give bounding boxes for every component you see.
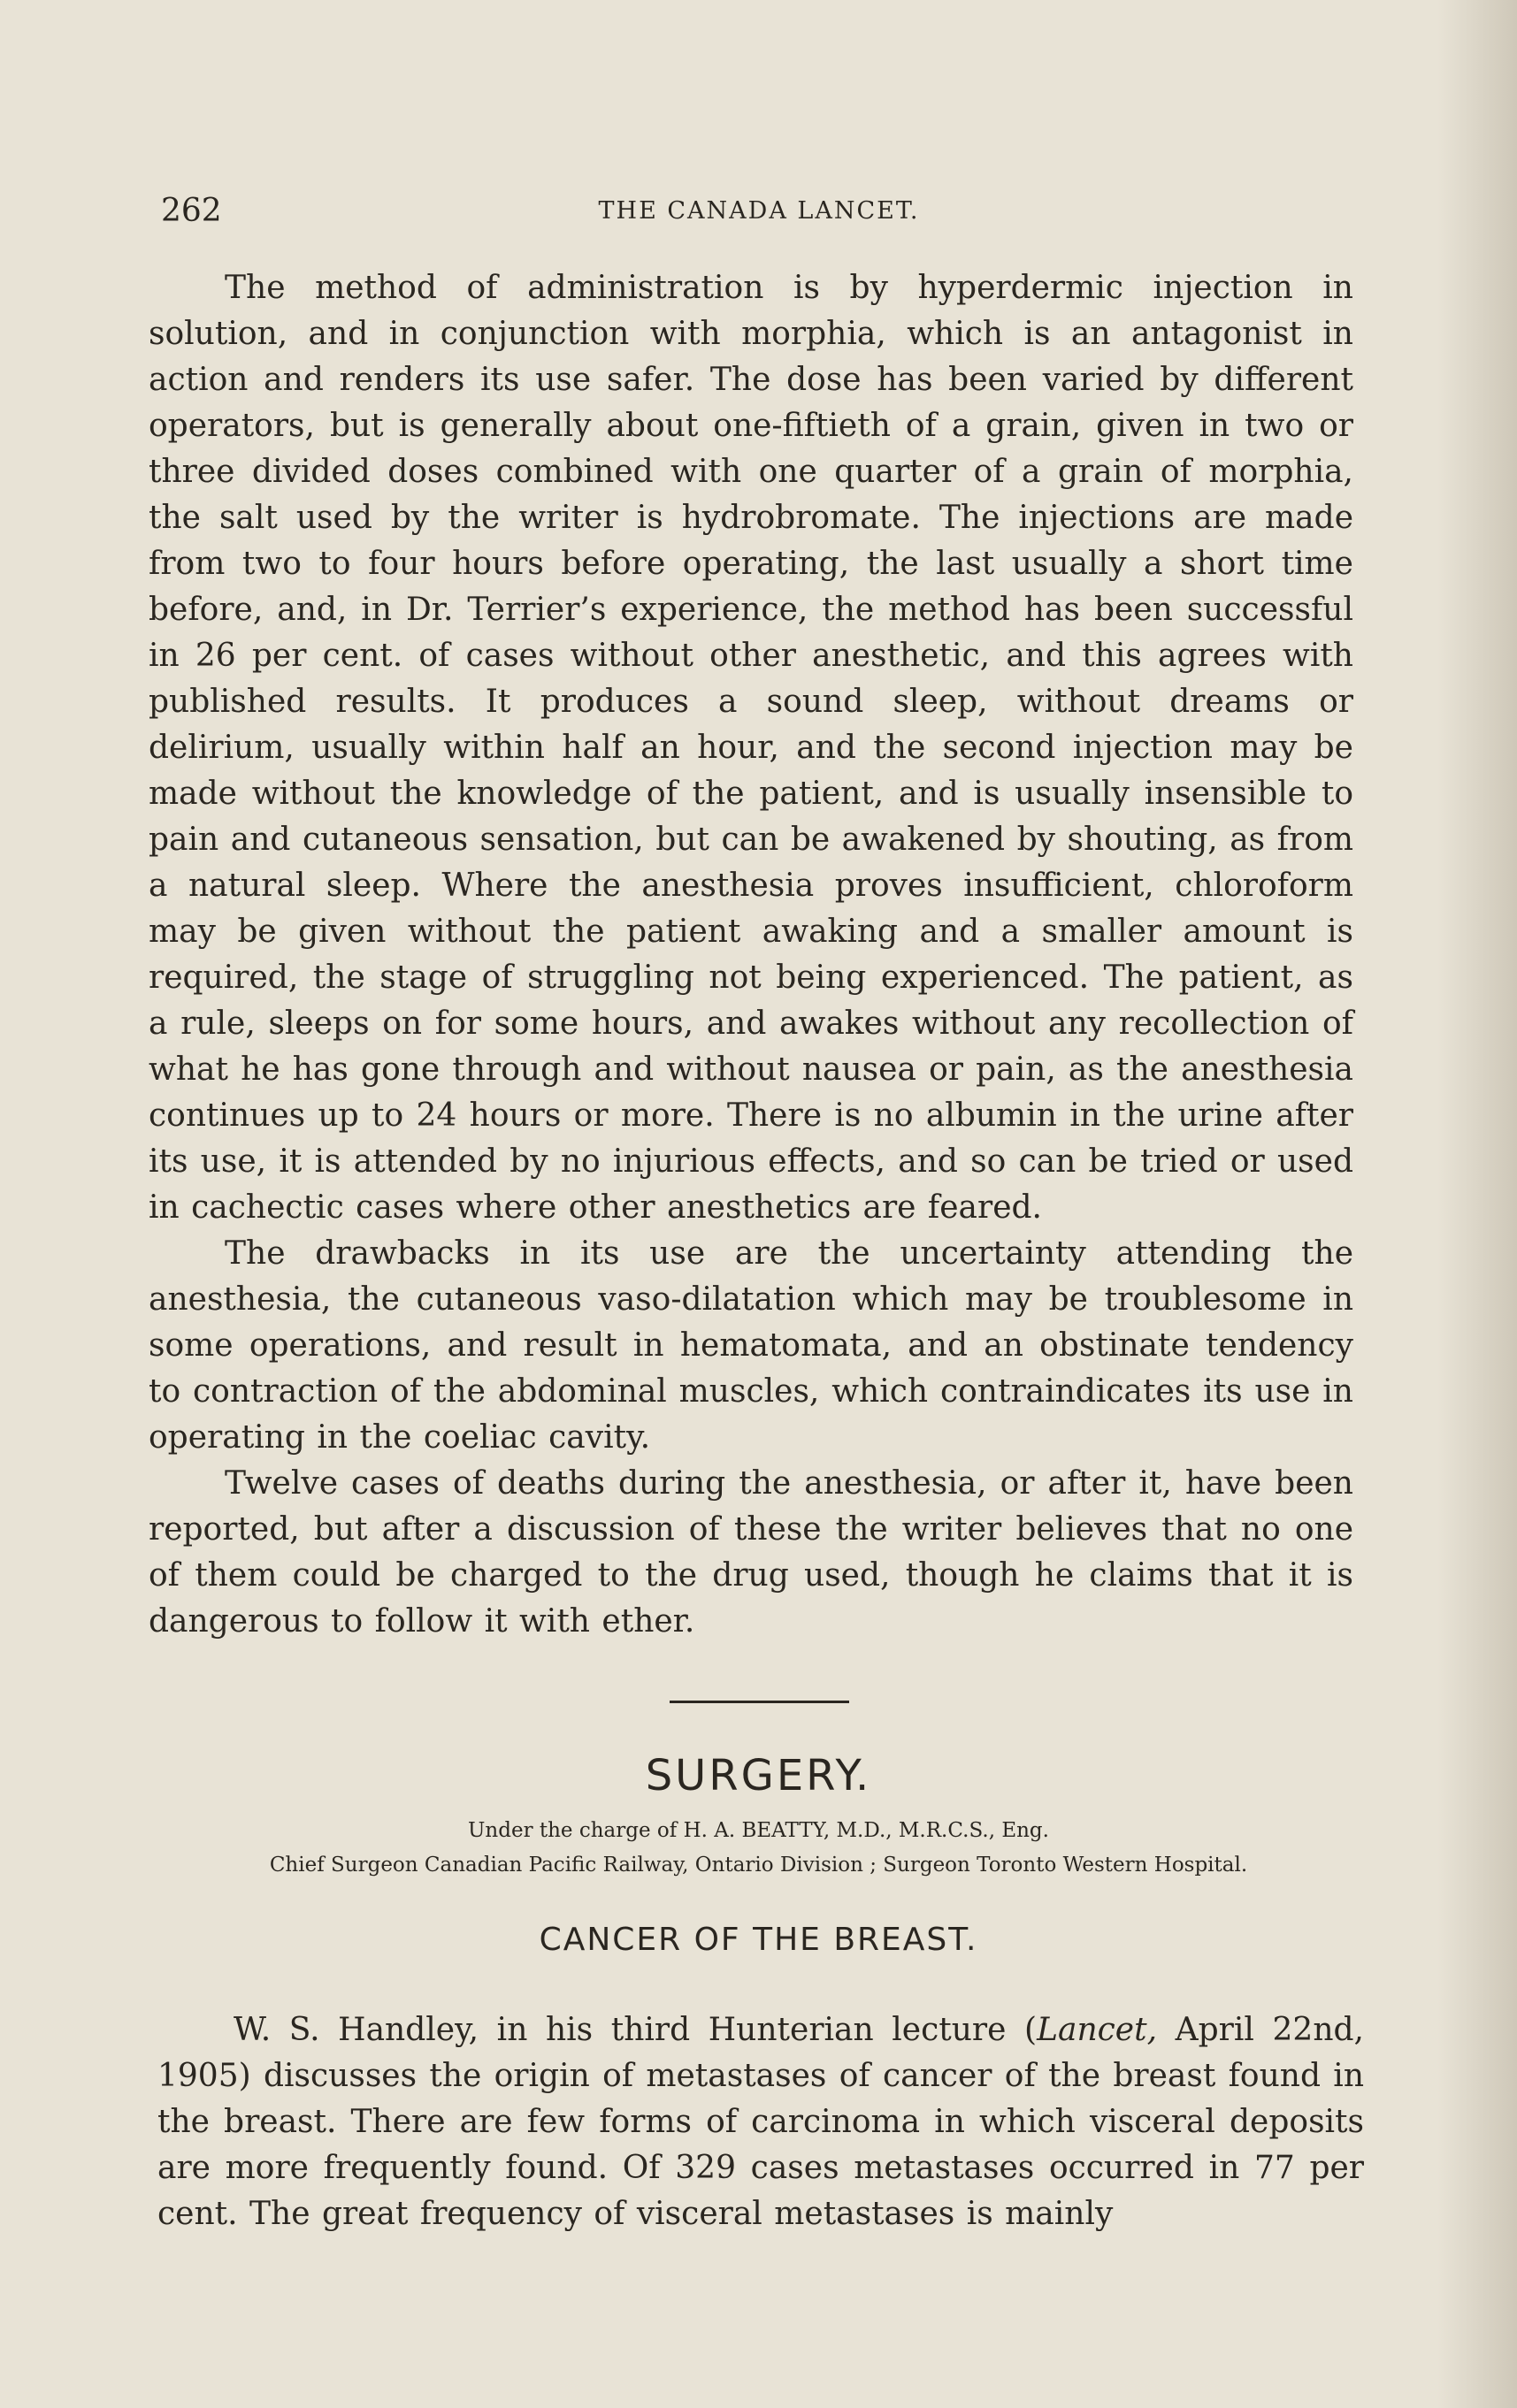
article-text-rest: April 22nd, 1905) discusses the origin of metastases of cancer of the breast found in the breast. There are few forms of carcinoma in which visceral deposits are more frequently found. Of 329 cases metastases occurred in 77 per cent. The great frequency of visceral metastases is mainly <box>157 2012 1364 2232</box>
section-divider <box>670 1701 849 1703</box>
article-text-start: W. S. Handley, in his third Hunterian lecture ( <box>234 2012 1038 2048</box>
section-title: SURGERY. <box>645 1751 872 1800</box>
page-number: 262 <box>161 193 222 229</box>
journal-name: Lancet, <box>1037 2012 1158 2048</box>
paragraph-drawbacks: The drawbacks in its use are the uncertainty attending the anesthesia, the cutaneous vaso-dilatation which may be troublesome in some operations, and result in hematomata, and an obstinate tendency to contraction of the abdominal muscles, which contraindicates its use in operating in the coeliac cavity. <box>149 1235 1353 1456</box>
section-editor-line: Under the charge of H. A. BEATTY, M.D., M.R.C.S., Eng. <box>468 1819 1049 1842</box>
page-header <box>149 193 1369 237</box>
running-title: THE CANADA LANCET. <box>598 197 920 225</box>
anesthesia-text <box>149 265 1353 1645</box>
paragraph-administration: The method of administration is by hyperdermic injection in solution, and in conjunction with morphia, which is an antagonist in action and renders its use safer. The dose has been varied by different operators, but is generally about one-fiftieth of a grain, given in two or three divided doses combined with one quarter of a grain of morphia, the salt used by the writer is hydrobromate. The injections are made from two to four hours before operating, the last usually a short time before, and, in Dr. Terrier’s experience, the method has been successful in 26 per cent. of cases without other anesthetic, and this agrees with published results. It produces a sound sleep, without dreams or delirium, usually within half an hour, and the second injection may be made without the knowledge of the patient, and is usually insensible to pain and cutaneous sensation, but can be awakened by shouting, as from a natural sleep. Where the anesthesia proves insufficient, chloroform may be given without the patient awaking and a smaller amount is required, the stage of struggling not being experienced. The patient, as a rule, sleeps on for some hours, and awakes without any recollection of what he has gone through and without nausea or pain, as the anesthesia continues up to 24 hours or more. There is no albumin in the urine after its use, it is attended by no injurious effects, and so can be tried or used in cachectic cases where other anesthetics are feared. <box>149 270 1353 1226</box>
paragraph-deaths: Twelve cases of deaths during the anesthesia, or after it, have been reported, but after a discussion of these the writer believes that no one of them could be charged to the drug used, though he claims that it is dangerous to follow it with ether. <box>149 1465 1353 1640</box>
paragraph-handley <box>157 2007 1364 2237</box>
article-title: CANCER OF THE BREAST. <box>539 1922 978 1958</box>
section-editor-affiliation: Chief Surgeon Canadian Pacific Railway, Ontario Division ; Surgeon Toronto Western Hospital. <box>269 1854 1248 1877</box>
page-edge-shadow <box>1437 0 1517 2408</box>
cancer-article-text <box>157 2007 1364 2237</box>
